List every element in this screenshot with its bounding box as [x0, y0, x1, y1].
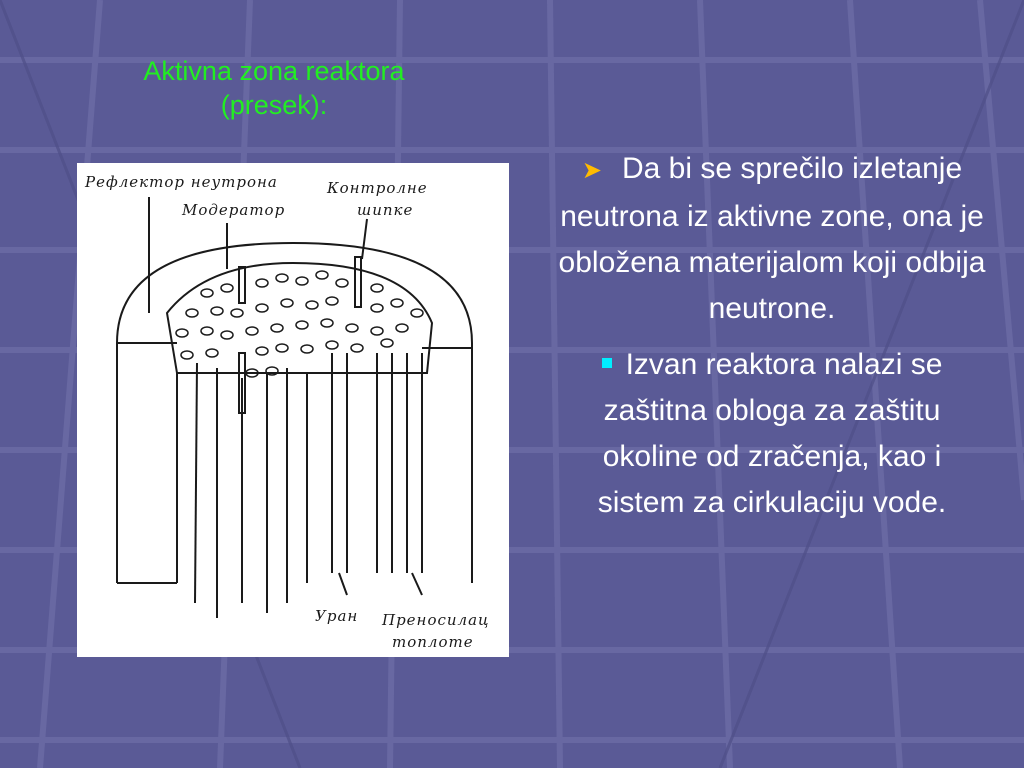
label-heat-carrier: Преносилац	[382, 611, 490, 629]
label-uranium: Уран	[315, 607, 359, 625]
label-reflector: Рефлектор неутрона	[85, 173, 278, 191]
label-control-rods-2: шипке	[357, 201, 414, 219]
label-control-rods: Контролне	[327, 179, 428, 197]
title-line-2: (presek):	[220, 90, 328, 120]
square-bullet-icon	[602, 358, 612, 368]
bullet-list	[556, 146, 988, 536]
bullet-text-2: Izvan reaktora nalazi se zaštitna obloga za zaštitu okoline od zračenja, kao i sistem za cirkulaciju vode.	[597, 348, 947, 519]
bullet-item-1	[556, 146, 988, 332]
title-line-1: Aktivna zona reaktora	[143, 56, 405, 86]
bullet-item-2	[556, 342, 988, 526]
slide-title	[96, 54, 452, 122]
arrow-bullet-icon: ➤	[581, 157, 602, 184]
bullet-text-1: Da bi se sprečilo izletanje neutrona iz aktivne zone, ona je obložena materijalom koji odbija neutrone.	[558, 152, 986, 325]
label-moderator: Модератор	[182, 201, 286, 219]
reactor-core-diagram	[77, 163, 509, 657]
label-heat-carrier-2: топлоте	[392, 633, 474, 651]
